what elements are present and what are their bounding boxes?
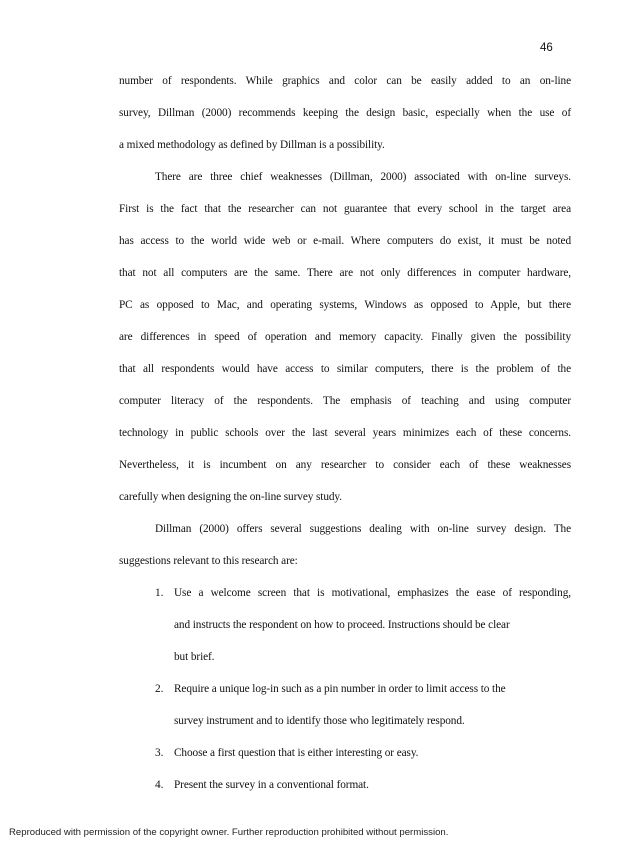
page-number: 46 bbox=[540, 42, 553, 54]
paragraph-2-line-6: are differences in speed of operation and memory capacity. Finally given the possibility bbox=[119, 331, 571, 343]
list-item-1-line-2: and instructs the respondent on how to proceed. Instructions should be clear bbox=[174, 619, 510, 631]
list-item-2-line-2: survey instrument and to identify those who legitimately respond. bbox=[174, 715, 465, 727]
list-item-3-line-1: Choose a first question that is either interesting or easy. bbox=[174, 747, 419, 759]
paragraph-1-line-3: a mixed methodology as defined by Dillman is a possibility. bbox=[119, 139, 385, 151]
list-item-4-line-1: Present the survey in a conventional format. bbox=[174, 779, 369, 791]
paragraph-2-line-4: that not all computers are the same. There are not only differences in computer hardware, bbox=[119, 267, 571, 279]
list-item-1-line-1: Use a welcome screen that is motivational, emphasizes the ease of responding, bbox=[174, 587, 571, 599]
copyright-footer: Reproduced with permission of the copyright owner. Further reproduction prohibited without permission. bbox=[9, 827, 449, 838]
list-item-3-marker: 3. bbox=[155, 747, 164, 759]
paragraph-2-line-7: that all respondents would have access to similar computers, there is the problem of the bbox=[119, 363, 571, 375]
paragraph-2-line-8: computer literacy of the respondents. The emphasis of teaching and using computer bbox=[119, 395, 571, 407]
paragraph-2-line-9: technology in public schools over the last several years minimizes each of these concerns. bbox=[119, 427, 571, 439]
paragraph-3-line-1: Dillman (2000) offers several suggestions dealing with on-line survey design. The bbox=[155, 523, 571, 535]
paragraph-3-line-2: suggestions relevant to this research are: bbox=[119, 555, 298, 567]
paragraph-2-line-10: Nevertheless, it is incumbent on any researcher to consider each of these weaknesses bbox=[119, 459, 571, 471]
paragraph-2-line-2: First is the fact that the researcher can not guarantee that every school in the target area bbox=[119, 203, 571, 215]
paragraph-2-line-3: has access to the world wide web or e-mail. Where computers do exist, it must be noted bbox=[119, 235, 571, 247]
list-item-1-line-3: but brief. bbox=[174, 651, 215, 663]
list-item-2-marker: 2. bbox=[155, 683, 164, 695]
paragraph-1-line-2: survey, Dillman (2000) recommends keeping the design basic, especially when the use of bbox=[119, 107, 571, 119]
list-item-4-marker: 4. bbox=[155, 779, 164, 791]
list-item-2-line-1: Require a unique log-in such as a pin number in order to limit access to the bbox=[174, 683, 506, 695]
paragraph-2-line-1: There are three chief weaknesses (Dillman, 2000) associated with on-line surveys. bbox=[155, 171, 571, 183]
paragraph-1-line-1: number of respondents. While graphics and color can be easily added to an on-line bbox=[119, 75, 571, 87]
paragraph-2-line-11: carefully when designing the on-line survey study. bbox=[119, 491, 342, 503]
list-item-1-marker: 1. bbox=[155, 587, 164, 599]
paragraph-2-line-5: PC as opposed to Mac, and operating systems, Windows as opposed to Apple, but there bbox=[119, 299, 571, 311]
